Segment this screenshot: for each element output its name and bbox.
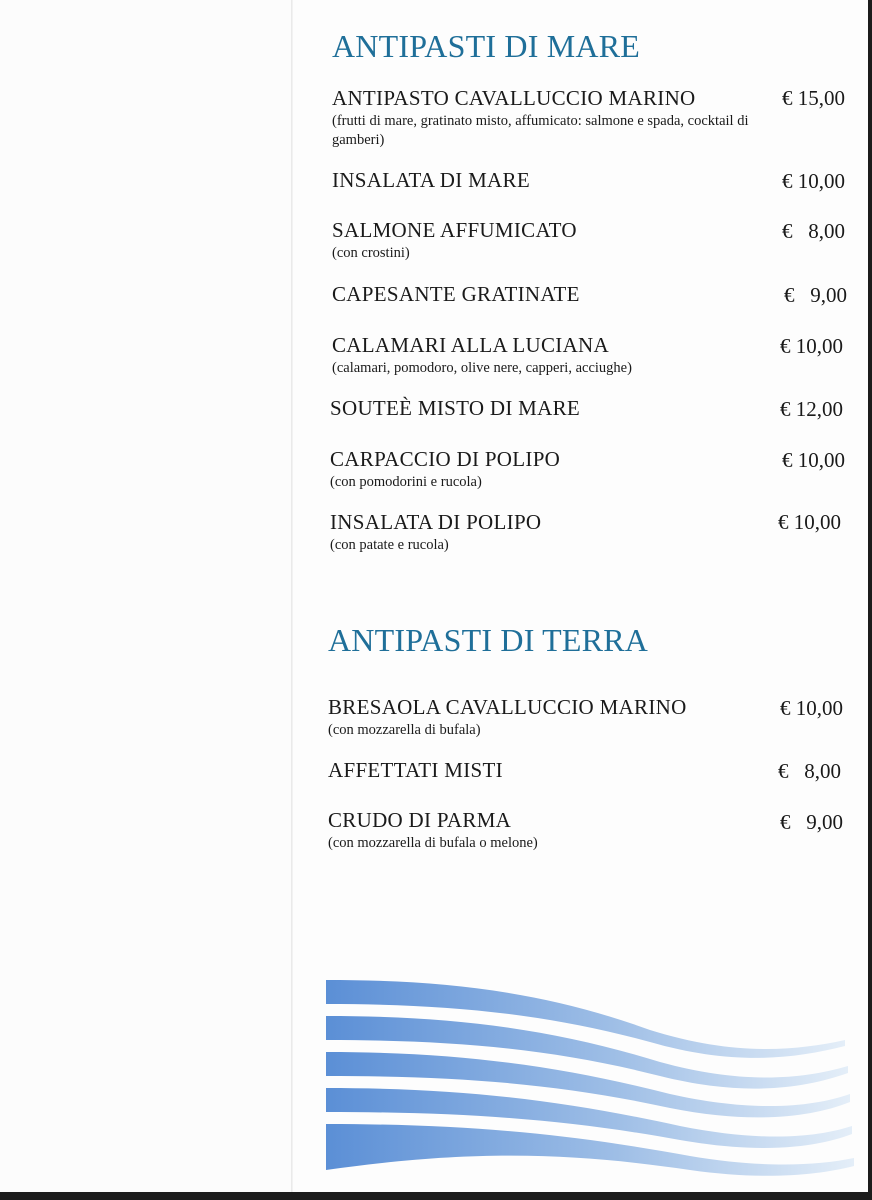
menu-item: [328, 808, 858, 853]
item-name: CRUDO DI PARMA: [328, 808, 512, 832]
item-name: CARPACCIO DI POLIPO: [330, 447, 561, 471]
item-description: (con crostini): [332, 245, 410, 261]
item-description: (con mozzarella di bufala): [328, 722, 481, 738]
item-description: (frutti di mare, gratinato misto, affumicato: salmone e spada, cocktail di gamberi): [332, 113, 749, 148]
item-price: € 9,00: [780, 810, 843, 834]
item-price: € 15,00: [782, 86, 845, 110]
page-fold: [291, 0, 293, 1192]
menu-item: [328, 695, 858, 740]
item-name: SOUTEÈ MISTO DI MARE: [330, 396, 581, 420]
menu-item: [330, 447, 860, 492]
menu-item: [332, 282, 862, 307]
section-title-terra: ANTIPASTI DI TERRA: [328, 622, 649, 658]
item-name: INSALATA DI MARE: [332, 168, 530, 192]
item-price: € 8,00: [778, 759, 841, 783]
item-price: € 10,00: [780, 696, 843, 720]
item-price: € 10,00: [778, 510, 841, 534]
item-price: € 8,00: [782, 219, 845, 243]
item-price: € 10,00: [782, 169, 845, 193]
item-name: CAPESANTE GRATINATE: [332, 282, 580, 306]
item-price: € 12,00: [780, 397, 843, 421]
item-description: (calamari, pomodoro, olive nere, capperi, acciughe): [332, 360, 632, 376]
item-price: € 10,00: [780, 334, 843, 358]
item-name: ANTIPASTO CAVALLUCCIO MARINO: [332, 86, 696, 110]
section-title-mare: ANTIPASTI DI MARE: [332, 28, 641, 64]
item-name: SALMONE AFFUMICATO: [332, 218, 577, 242]
item-price: € 10,00: [782, 448, 845, 472]
item-price: € 9,00: [784, 283, 847, 307]
item-description: (con pomodorini e rucola): [330, 474, 482, 490]
item-name: INSALATA DI POLIPO: [330, 510, 542, 534]
blue-waves-graphic: [320, 970, 860, 1180]
item-name: AFFETTATI MISTI: [328, 758, 503, 782]
item-name: CALAMARI ALLA LUCIANA: [332, 333, 609, 357]
blank-left-panel: [0, 0, 291, 1192]
item-description: (con patate e rucola): [330, 537, 449, 553]
item-description: (con mozzarella di bufala o melone): [328, 835, 538, 851]
item-name: BRESAOLA CAVALLUCCIO MARINO: [328, 695, 687, 719]
